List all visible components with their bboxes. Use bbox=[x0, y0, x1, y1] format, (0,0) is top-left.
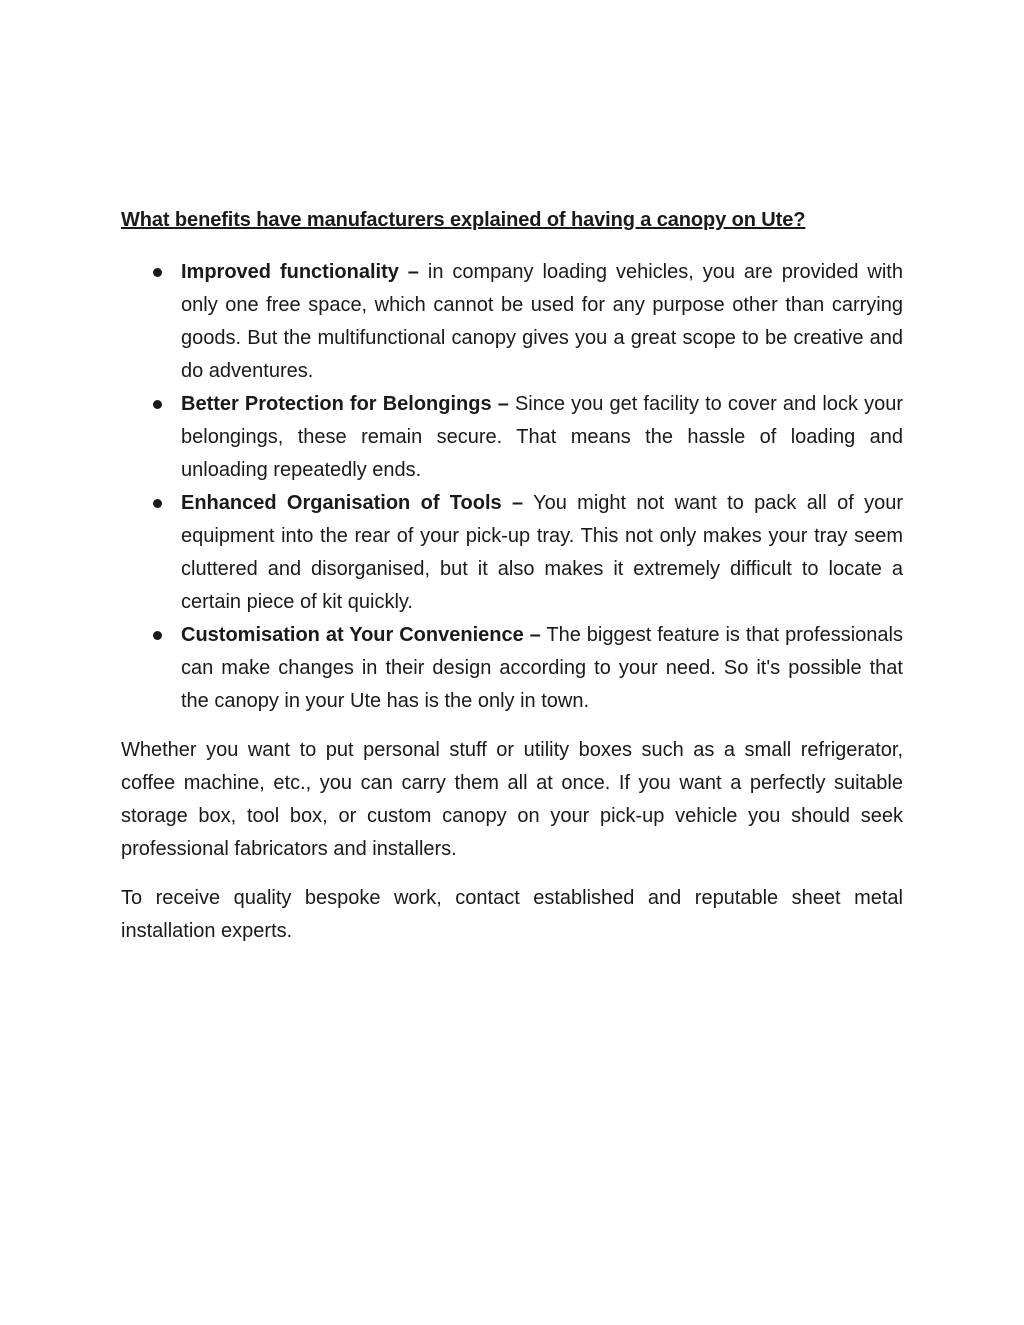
benefit-item bbox=[121, 487, 903, 619]
benefit-item bbox=[121, 388, 903, 487]
benefit-text: Since you get facility to cover and lock your belongings, these remain secure. That means the hassle of loading and unloading repeatedly ends. bbox=[181, 393, 903, 481]
bullet-icon bbox=[153, 268, 162, 277]
benefit-term: Customisation at Your Convenience – bbox=[181, 624, 541, 646]
benefit-text: The biggest feature is that professionals can make changes in their design according to your need. So it's possible that the canopy in your Ute has is the only in town. bbox=[181, 624, 903, 712]
benefit-text: in company loading vehicles, you are provided with only one free space, which cannot be used for any purpose other than carrying goods. But the multifunctional canopy gives you a great scope to be creative and do adventures. bbox=[181, 261, 903, 382]
body-paragraph: Whether you want to put personal stuff or utility boxes such as a small refrigerator, coffee machine, etc., you can carry them all at once. If you want a perfectly suitable storage box, tool box, or custom canopy on your pick-up vehicle you should seek professional fabricators and installers. bbox=[121, 739, 903, 860]
benefit-term: Enhanced Organisation of Tools – bbox=[181, 492, 524, 514]
bullet-icon bbox=[153, 499, 162, 508]
document-page bbox=[121, 206, 903, 948]
benefit-item bbox=[121, 619, 903, 718]
bullet-icon bbox=[153, 631, 162, 640]
benefit-text: You might not want to pack all of your equipment into the rear of your pick-up tray. This not only makes your tray seem cluttered and disorganised, but it also makes it extremely difficult to locate a certain piece of kit quickly. bbox=[181, 492, 904, 613]
benefit-term: Improved functionality – bbox=[181, 261, 419, 283]
benefit-term: Better Protection for Belongings – bbox=[181, 393, 509, 415]
body-paragraph: To receive quality bespoke work, contact established and reputable sheet metal installation experts. bbox=[121, 887, 903, 942]
bullet-icon bbox=[153, 400, 162, 409]
document-heading: What benefits have manufacturers explained of having a canopy on Ute? bbox=[121, 209, 806, 231]
benefit-item bbox=[121, 256, 903, 388]
benefits-list bbox=[121, 256, 903, 718]
